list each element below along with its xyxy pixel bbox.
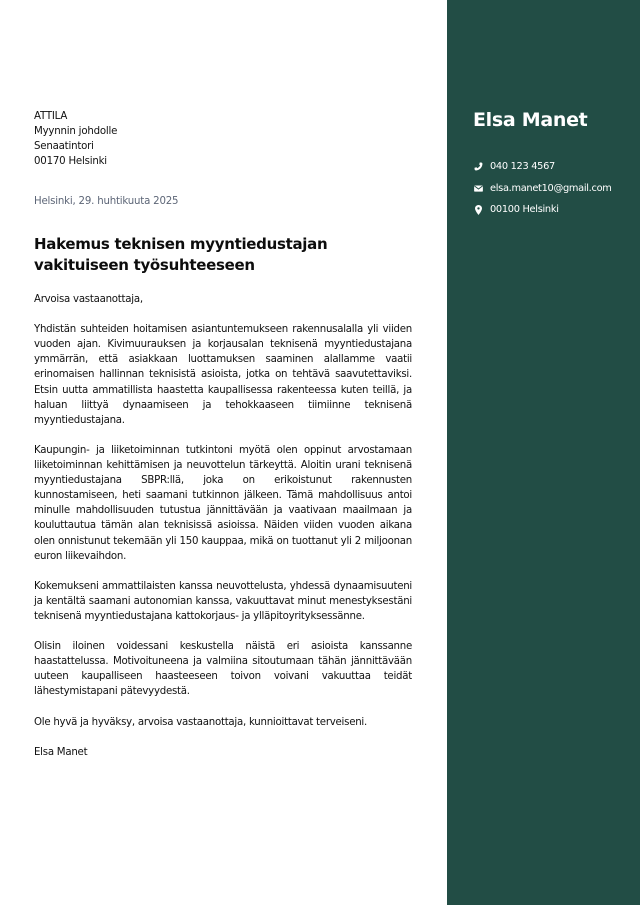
salutation: Arvoisa vastaanottaja, — [34, 294, 143, 305]
contact-phone — [473, 156, 640, 178]
map-pin-icon — [473, 205, 483, 215]
contact-location — [473, 199, 640, 221]
phone-icon — [473, 162, 483, 172]
paragraph: Kaupungin- ja liiketoiminnan tutkintoni myötä olen oppinut arvostamaan liiketoiminnan kehittämisen ja neuvottelun tärkeyttä. Aloitin urani teknisenä myyntiedustajana SBPR:llä, joka on erikoistunut rakennusten kunnostamiseen, heti saamani tutkinnon jälkeen. Tämä mahdollisuus antoi minulle mahdollisuuden tutustua jännittävään ja vaativaan maailmaan ja kouluttautua tämän alan teknisissä asioissa. Näiden viiden vuoden aikana olen onnistunut tekemään yli 150 kauppaa, mikä on tuottanut yli 2 miljoonan euron liikevaihdon. — [34, 444, 412, 562]
letter-date: Helsinki, 29. huhtikuuta 2025 — [34, 196, 179, 207]
recipient-attention: Myynnin johdolle — [34, 126, 118, 137]
envelope-icon — [473, 183, 483, 193]
signature: Elsa Manet — [34, 746, 88, 758]
sender-name: Elsa Manet — [473, 109, 588, 131]
contact-list — [473, 156, 640, 221]
recipient-address — [34, 109, 117, 169]
recipient-street: Senaatintori — [34, 141, 94, 152]
letter-title: Hakemus teknisen myyntiedustajan vakituiseen työsuhteeseen — [34, 235, 328, 274]
paragraph: Kokemukseni ammattilaisten kanssa neuvottelusta, yhdessä dynaamisuuteni ja kentältä saamani autonomian kanssa, vakuuttavat minut menestyksestäni teknisenä myyntiedustajana kattokorjaus- ja ylläpitoyrityksessänne. — [34, 580, 412, 622]
phone-value: 040 123 4567 — [490, 161, 555, 173]
email-value: elsa.manet10@gmail.com — [490, 182, 612, 194]
closing: Ole hyvä ja hyväksy, arvoisa vastaanottaja, kunnioittavat terveiseni. — [34, 716, 367, 728]
recipient-company: ATTILA — [34, 111, 68, 122]
sidebar — [447, 0, 640, 905]
paragraph: Olisin iloinen voidessani keskustella näistä eri asioista kanssanne haastattelussa. Motivoituneena ja valmiina sitoutumaan tähän jännittävään uuteen kaupalliseen haasteeseen toivon voivani vakuuttaa teidät lähestymistapani pätevyydestä. — [34, 641, 412, 698]
location-value: 00100 Helsinki — [490, 204, 559, 216]
letter-body — [34, 292, 412, 775]
paragraph: Yhdistän suhteiden hoitamisen asiantuntemukseen rakennusalalla yli viiden vuoden ajan. Kivimuurauksen ja korjausalan teknisenä myyntiedustajana ymmärrän, että asiakkaan luottamuksen saaminen alallamme vaatii erinomaisen hallinnan teknisistä asioista, jotka on tehtävä saavutettaviksi. Etsin uutta ammatillista haastetta kaupallisessa rakenteessa kuten teillä, ja haluan liittyä dynaamiseen ja tehokkaaseen tiimiinne teknisenä myyntiedustajana. — [34, 324, 412, 426]
contact-email — [473, 178, 640, 200]
recipient-city: 00170 Helsinki — [34, 156, 107, 167]
